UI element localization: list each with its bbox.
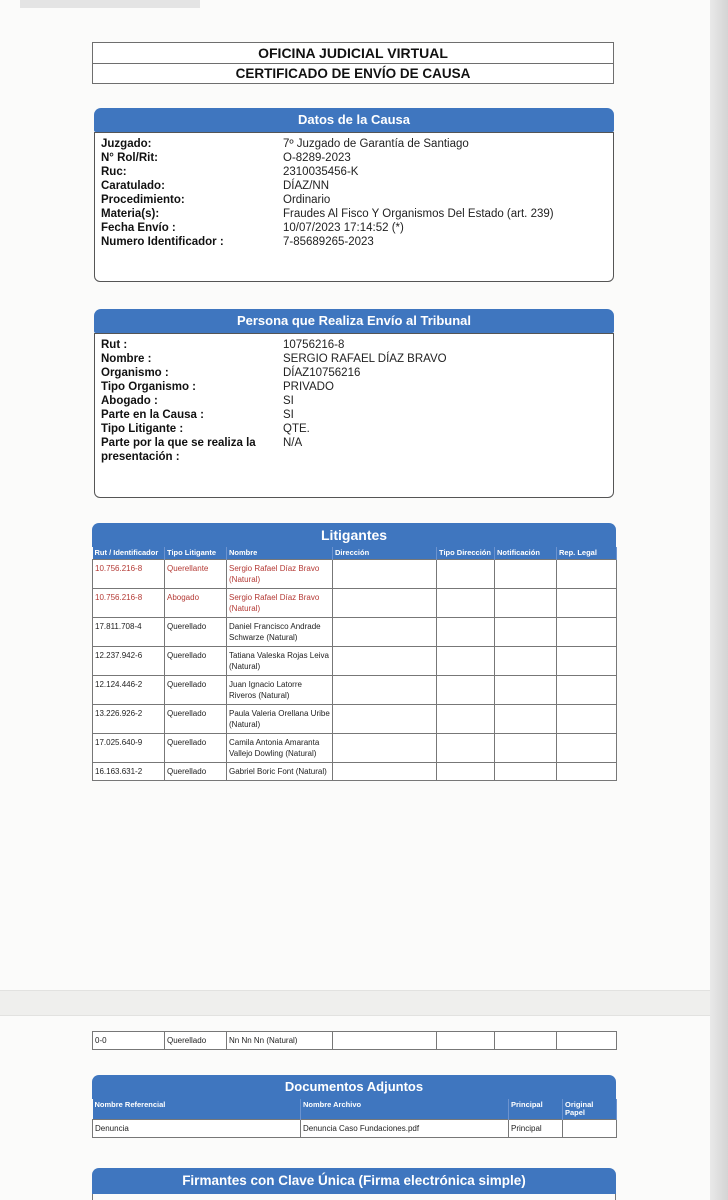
table-row [93,647,617,676]
litigantes-header: Litigantes [92,523,616,547]
column-header: Tipo Dirección [437,547,495,560]
cell-nombre: Daniel Francisco Andrade Schwarze (Natural) [227,618,333,647]
cell-archivo[interactable]: Denuncia Caso Fundaciones.pdf [301,1120,509,1138]
firmantes-header: Firmantes con Clave Única (Firma electrónica simple) [92,1168,616,1194]
field-value: DÍAZ10756216 [283,367,361,379]
documentos-header: Documentos Adjuntos [92,1075,616,1099]
field-row [101,179,607,193]
cell-rut: 12.237.942-6 [93,647,165,676]
table-row [93,763,617,781]
cell-nombre: Nn Nn Nn (Natural) [227,1032,333,1050]
datos-causa-panel [94,132,614,282]
field-value: 7-85689265-2023 [283,236,374,248]
faint-top-text [20,0,200,8]
cell-tipo: Querellado [165,763,227,781]
field-row [101,207,607,221]
column-header: Tipo Litigante [165,547,227,560]
cell-rut: 10.756.216-8 [93,589,165,618]
field-row [101,165,607,179]
cell-direccion [333,734,437,763]
column-header: Original Papel [563,1099,617,1120]
litigantes-header-row [93,547,617,560]
field-row [101,422,607,436]
field-label: Fecha Envío : [101,222,176,234]
field-row [101,137,607,151]
cell-direccion [333,763,437,781]
page-break [0,990,710,1016]
field-value: O-8289-2023 [283,152,351,164]
cell-principal: Principal [509,1120,563,1138]
cell-notificacion [495,676,557,705]
cell-direccion [333,676,437,705]
field-row [101,235,607,249]
cell-nombre: Camila Antonia Amaranta Vallejo Dowling (Natural) [227,734,333,763]
field-label: Procedimiento: [101,194,185,206]
litigantes-table-wrap [92,547,616,781]
cell-notificacion [495,705,557,734]
column-header: Rep. Legal [557,547,617,560]
cell-tipo-direccion [437,734,495,763]
cell-tipo-direccion [437,676,495,705]
field-label: Parte por la que se realiza la presentación : [101,437,256,463]
column-header: Principal [509,1099,563,1120]
field-row [101,380,607,394]
table-row [93,1120,617,1138]
office-title: OFICINA JUDICIAL VIRTUAL [258,45,448,61]
field-value: SI [283,409,294,421]
column-header: Notificación [495,547,557,560]
cell-nombre: Gabriel Boric Font (Natural) [227,763,333,781]
cell-rut: 0-0 [93,1032,165,1050]
cell-rut: 17.025.640-9 [93,734,165,763]
field-row [101,193,607,207]
field-value: QTE. [283,423,310,435]
cell-rep-legal [557,647,617,676]
field-label: Abogado : [101,395,158,407]
cell-rut: 16.163.631-2 [93,763,165,781]
field-label: Materia(s): [101,208,160,220]
litigantes-continued-wrap [92,1031,616,1050]
cell-tipo: Querellado [165,676,227,705]
cell-rep-legal [557,734,617,763]
certificate-title: CERTIFICADO DE ENVÍO DE CAUSA [93,63,613,83]
field-value: 10756216-8 [283,339,345,351]
documentos-table-wrap [92,1099,616,1138]
field-label: Caratulado: [101,180,165,192]
cell-tipo: Querellado [165,705,227,734]
cell-nombre: Tatiana Valeska Rojas Leiva (Natural) [227,647,333,676]
field-label: Tipo Litigante : [101,423,184,435]
cell-direccion [333,589,437,618]
field-value: Ordinario [283,194,331,206]
cell-tipo: Querellado [165,734,227,763]
cell-tipo: Abogado [165,589,227,618]
persona-panel [94,333,614,498]
field-row [101,408,607,422]
firmantes-panel [92,1194,616,1200]
cell-tipo-direccion [437,705,495,734]
cell-tipo-direccion [437,589,495,618]
cell-rut: 12.124.446-2 [93,676,165,705]
cell-rep-legal [557,705,617,734]
cell-rep-legal [557,1032,617,1050]
field-row [101,338,607,352]
column-header: Rut / Identificador [93,547,165,560]
cell-rep-legal [557,618,617,647]
field-value: Fraudes Al Fisco Y Organismos Del Estado (art. 239) [283,208,554,220]
documentos-header-row [93,1099,617,1120]
field-label: Organismo : [101,367,169,379]
cell-referencial: Denuncia [93,1120,301,1138]
table-row [93,705,617,734]
field-value: 7º Juzgado de Garantía de Santiago [283,138,469,150]
cell-nombre: Sergio Rafael Díaz Bravo (Natural) [227,589,333,618]
litigantes-table [92,547,617,781]
cell-rep-legal [557,763,617,781]
cell-tipo-direccion [437,1032,495,1050]
cell-original [563,1120,617,1138]
cell-tipo: Querellante [165,560,227,589]
cell-tipo-direccion [437,763,495,781]
field-row [101,221,607,235]
table-row [93,589,617,618]
field-label: Parte en la Causa : [101,409,204,421]
field-value: N/A [283,437,303,449]
field-label: N° Rol/Rit: [101,152,158,164]
cell-rut: 10.756.216-8 [93,560,165,589]
cell-tipo-direccion [437,618,495,647]
field-row [101,366,607,380]
table-row [93,560,617,589]
field-value: DÍAZ/NN [283,180,329,192]
field-label: Tipo Organismo : [101,381,196,393]
field-label: Juzgado: [101,138,152,150]
persona-header: Persona que Realiza Envío al Tribunal [94,309,614,333]
cell-notificacion [495,560,557,589]
cell-direccion [333,560,437,589]
cell-notificacion [495,1032,557,1050]
field-value: 2310035456-K [283,166,359,178]
column-header: Nombre Referencial [93,1099,301,1120]
column-header: Nombre [227,547,333,560]
field-value: PRIVADO [283,381,334,393]
cell-notificacion [495,589,557,618]
cell-direccion [333,705,437,734]
cell-rut: 13.226.926-2 [93,705,165,734]
cell-tipo: Querellado [165,618,227,647]
field-label: Rut : [101,339,128,351]
cell-nombre: Sergio Rafael Díaz Bravo (Natural) [227,560,333,589]
cell-rep-legal [557,589,617,618]
table-row [93,676,617,705]
field-row [101,436,607,464]
cell-notificacion [495,734,557,763]
cell-notificacion [495,618,557,647]
column-header: Dirección [333,547,437,560]
cell-tipo: Querellado [165,1032,227,1050]
table-row [93,1032,617,1050]
cell-tipo-direccion [437,560,495,589]
field-label: Ruc: [101,166,127,178]
table-row [93,734,617,763]
cell-nombre: Paula Valeria Orellana Uribe (Natural) [227,705,333,734]
table-row [93,618,617,647]
field-label: Numero Identificador : [101,236,224,248]
field-value: SI [283,395,294,407]
viewer-edge [710,0,728,1200]
cell-direccion [333,647,437,676]
cell-tipo-direccion [437,647,495,676]
cell-direccion [333,618,437,647]
cell-notificacion [495,763,557,781]
litigantes-continued-table [92,1031,617,1050]
cell-rep-legal [557,560,617,589]
field-value: 10/07/2023 17:14:52 (*) [283,222,404,234]
field-row [101,394,607,408]
cell-rep-legal [557,676,617,705]
cell-notificacion [495,647,557,676]
datos-causa-header: Datos de la Causa [94,108,614,132]
cell-direccion [333,1032,437,1050]
field-row [101,352,607,366]
documentos-table [92,1099,617,1138]
column-header: Nombre Archivo [301,1099,509,1120]
cell-rut: 17.811.708-4 [93,618,165,647]
cell-nombre: Juan Ignacio Latorre Riveros (Natural) [227,676,333,705]
field-label: Nombre : [101,353,152,365]
cell-tipo: Querellado [165,647,227,676]
field-value: SERGIO RAFAEL DÍAZ BRAVO [283,353,447,365]
field-row [101,151,607,165]
certificate-header [92,42,614,84]
